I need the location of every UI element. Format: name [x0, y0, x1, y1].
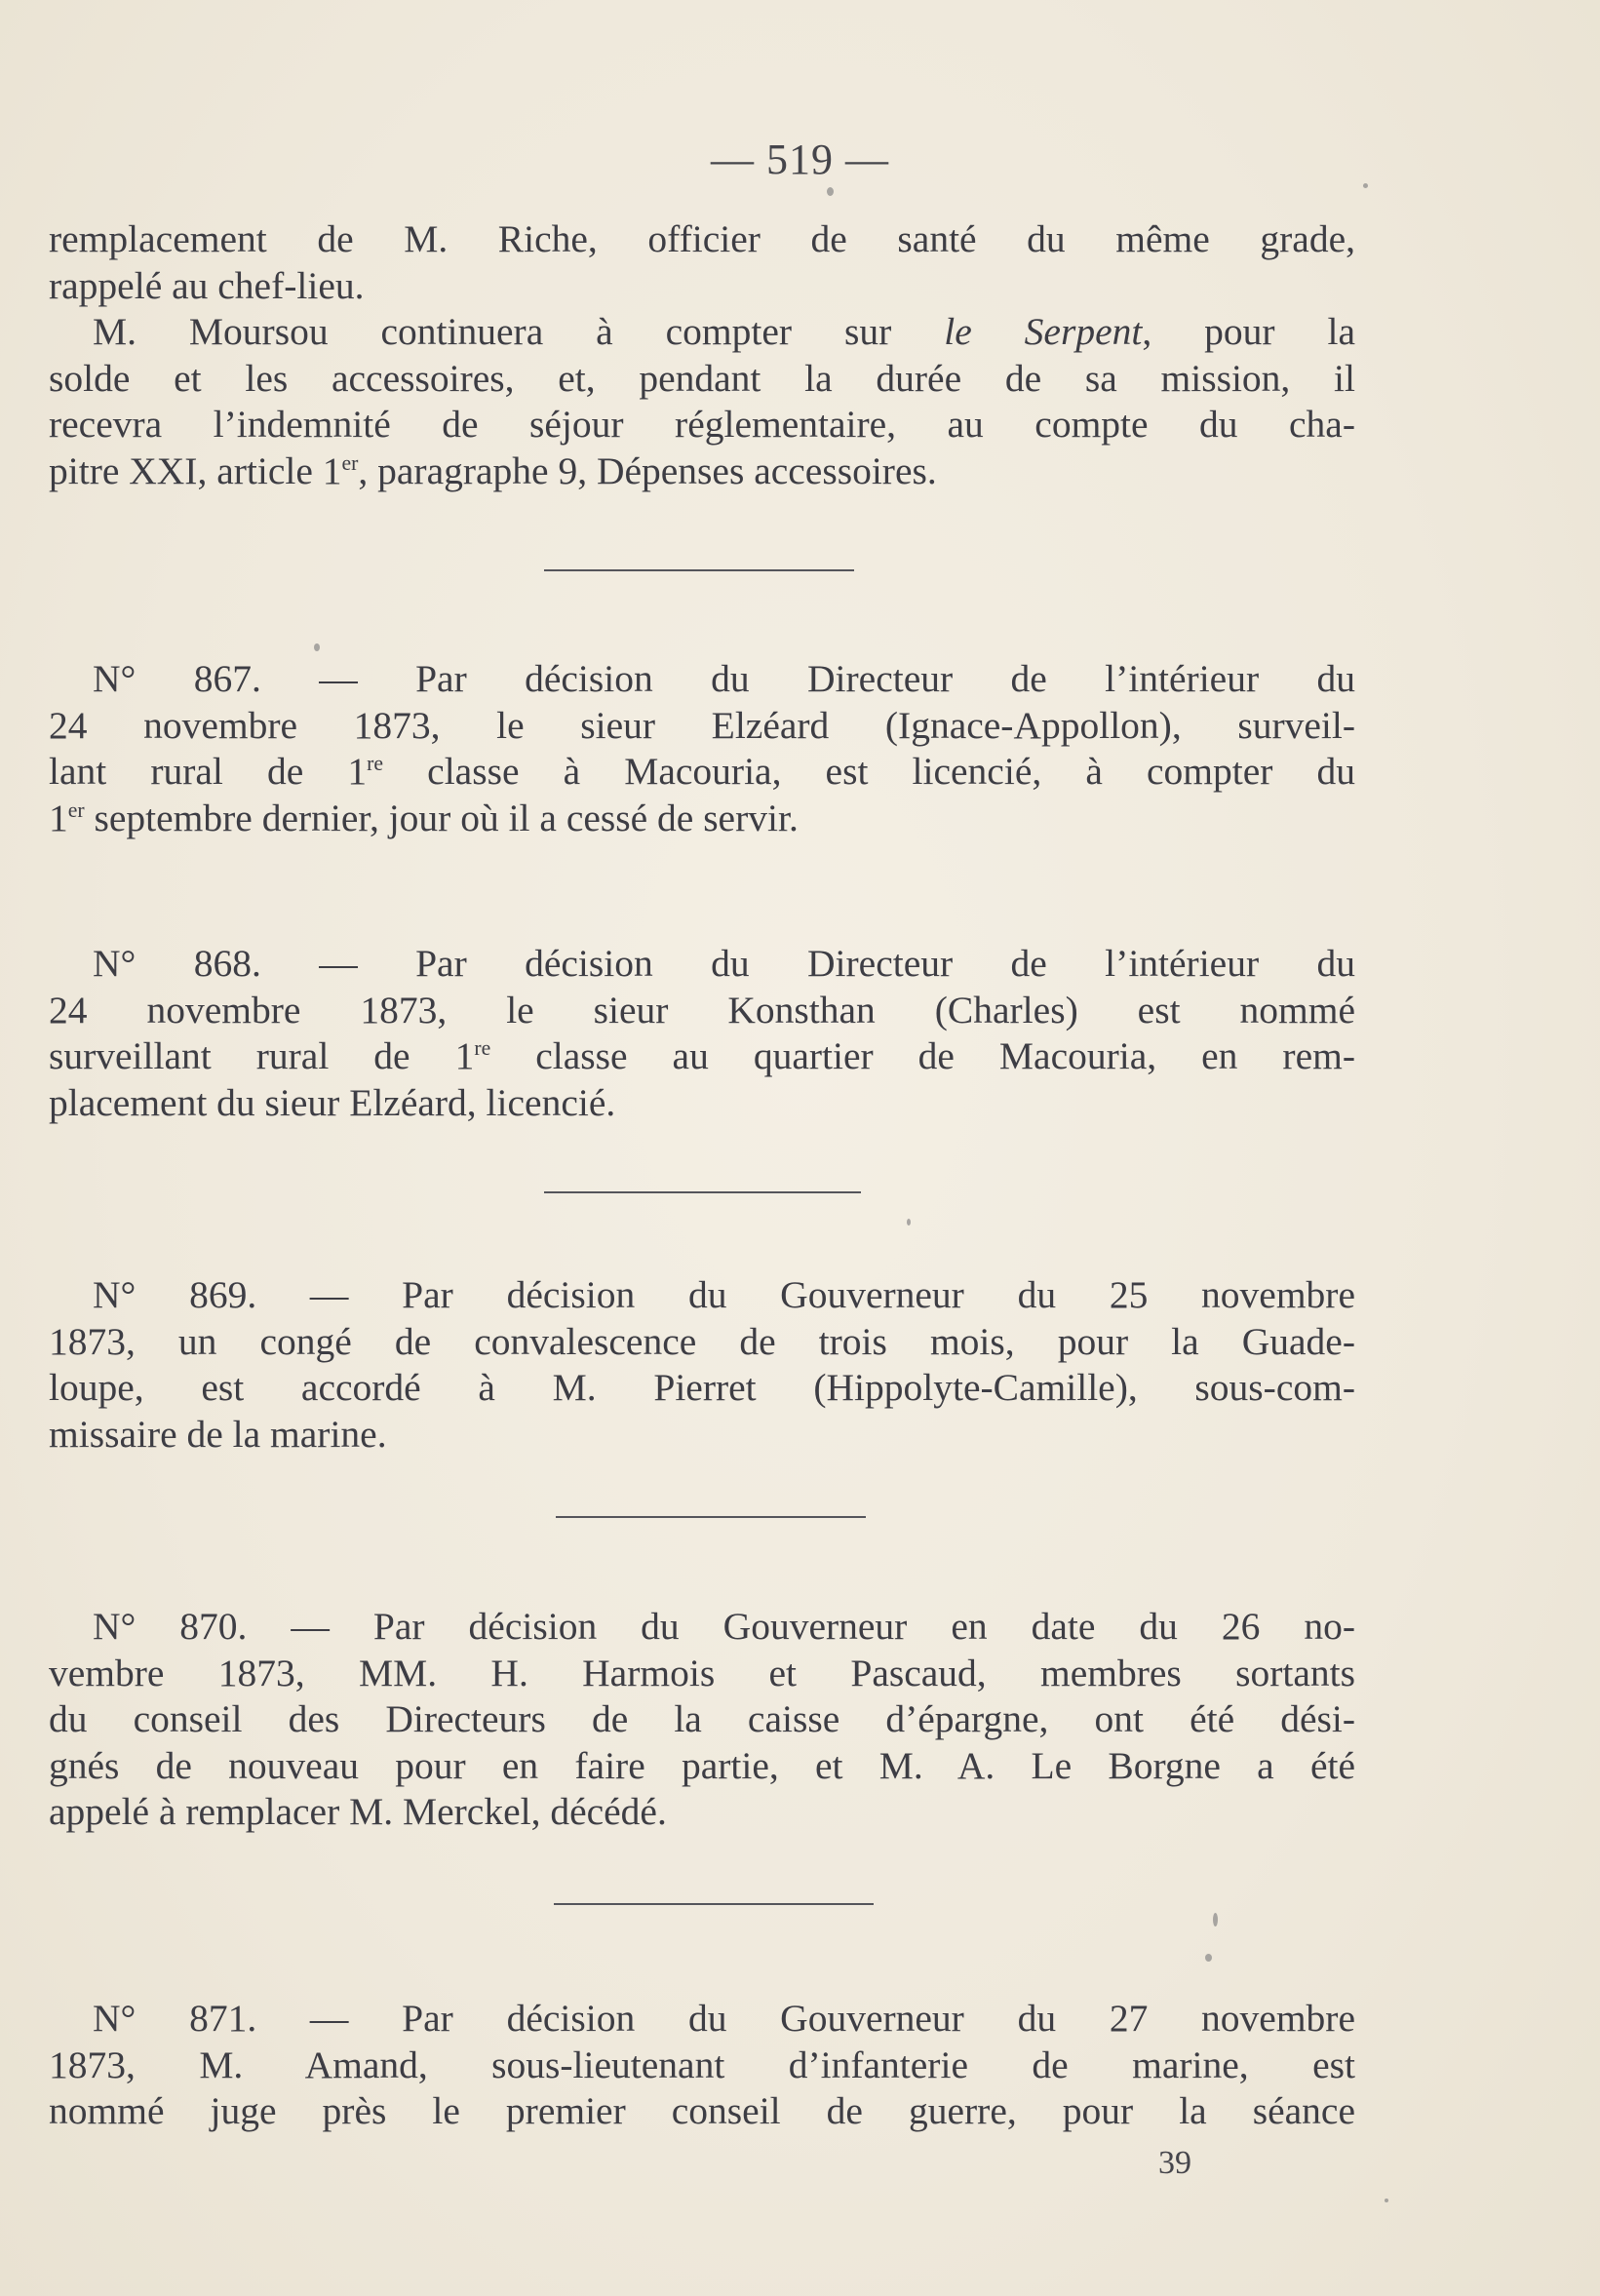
text-line: du conseil des Directeurs de la caisse d’épargne, ont été dési- — [49, 1697, 1355, 1740]
text-line: pitre XXI, article 1er, paragraphe 9, Dépenses accessoires. — [49, 448, 937, 492]
decision-870 — [49, 1604, 1355, 1836]
decision-868 — [49, 941, 1355, 1126]
section-rule — [556, 1516, 866, 1518]
ink-speck — [827, 187, 834, 196]
ink-speck — [1385, 2199, 1388, 2202]
text-line: vembre 1873, MM. H. Harmois et Pascaud, membres sortants — [49, 1651, 1355, 1694]
decision-867 — [49, 656, 1355, 841]
ink-speck — [907, 1219, 911, 1226]
text-line: 1873, M. Amand, sous-lieutenant d’infanterie de marine, est — [49, 2043, 1355, 2086]
text-line: loupe, est accordé à M. Pierret (Hippolyte-Camille), sous-com- — [49, 1366, 1355, 1409]
decision-869 — [49, 1272, 1355, 1458]
text-line: rappelé au chef-lieu. — [49, 263, 365, 307]
text-line: M. Moursou continuera à compter sur le Serpent, pour la — [93, 310, 1355, 353]
text-line: surveillant rural de 1re classe au quartier de Macouria, en rem- — [49, 1034, 1355, 1077]
ink-speck — [1205, 1954, 1212, 1962]
text-line: 1873, un congé de convalescence de trois mois, pour la Guade- — [49, 1319, 1355, 1363]
text-line: N° 867. — Par décision du Directeur de l’intérieur du — [93, 657, 1355, 700]
text-line: N° 871. — Par décision du Gouverneur du 27 novembre — [93, 1997, 1355, 2040]
intro-paragraph — [49, 216, 1355, 494]
ink-speck — [314, 643, 320, 651]
text-line: 24 novembre 1873, le sieur Elzéard (Ignace-Appollon), surveil- — [49, 703, 1355, 747]
text-line: recevra l’indemnité de séjour réglementaire, au compte du cha- — [49, 403, 1355, 446]
text-line: lant rural de 1re classe à Macouria, est licencié, à compter du — [49, 750, 1356, 793]
ink-speck — [1213, 1913, 1218, 1926]
text-line: solde et les accessoires, et, pendant la durée de sa mission, il — [49, 356, 1355, 400]
page-number: — 519 — — [711, 136, 889, 183]
text-line: appelé à remplacer M. Merckel, décédé. — [49, 1790, 667, 1833]
ink-speck — [1363, 183, 1368, 188]
section-rule — [544, 569, 854, 571]
section-rule — [554, 1903, 874, 1905]
text-line: gnés de nouveau pour en faire partie, et M. A. Le Borgne a été — [49, 1743, 1355, 1787]
text-line: 1er septembre dernier, jour où il a cessé de servir. — [49, 796, 799, 839]
decision-871 — [49, 1996, 1355, 2135]
text-line: N° 868. — Par décision du Directeur de l’intérieur du — [93, 942, 1355, 985]
text-line: remplacement de M. Riche, officier de santé du même grade, — [49, 217, 1355, 260]
text-line: missaire de la marine. — [49, 1412, 387, 1456]
text-line: 24 novembre 1873, le sieur Konsthan (Charles) est nommé — [49, 988, 1355, 1031]
section-rule — [544, 1191, 861, 1193]
text-line: placement du sieur Elzéard, licencié. — [49, 1080, 616, 1124]
ship-name: le Serpent — [944, 310, 1143, 353]
text-line: nommé juge près le premier conseil de guerre, pour la séance — [49, 2089, 1355, 2132]
text-line: N° 869. — Par décision du Gouverneur du 25 novembre — [93, 1273, 1355, 1316]
text-line: N° 870. — Par décision du Gouverneur en date du 26 no- — [93, 1605, 1355, 1648]
signature-mark: 39 — [1158, 2145, 1191, 2181]
